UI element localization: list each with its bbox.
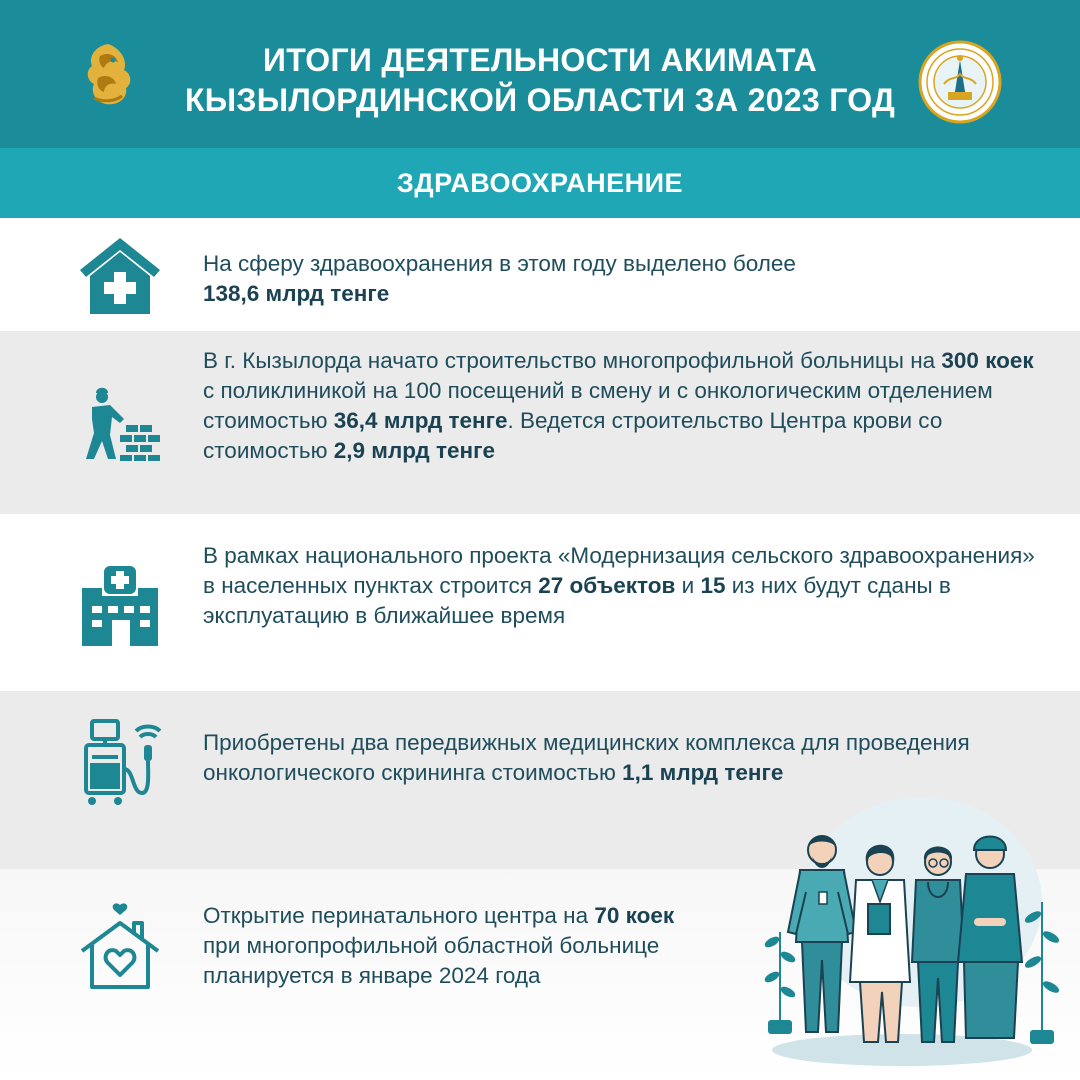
- item-text: Открытие перинатального центра на 70 коек при многопрофильной областной больнице планируется в январе 2024 года: [203, 903, 675, 988]
- title-line-2: КЫЗЫЛОРДИНСКОЙ ОБЛАСТИ ЗА 2023 ГОД: [184, 82, 896, 118]
- section-bar: [0, 148, 1080, 218]
- section-title: ЗДРАВООХРАНЕНИЕ: [396, 168, 684, 198]
- ultrasound-machine-icon: [78, 717, 162, 807]
- construction-worker-icon: [78, 379, 162, 463]
- title-line-1: ИТОГИ ДЕЯТЕЛЬНОСТИ АКИМАТА: [262, 42, 818, 78]
- plant-right-icon: [1025, 902, 1060, 1032]
- item-text: В рамках национального проекта «Модернизация сельского здравоохранения» в населенных пунктах строится 27 объектов и 15 из них будут сданы в эксплуатацию в ближайшее время: [203, 543, 1035, 628]
- region-seal-icon: [918, 40, 1002, 124]
- item-text: На сферу здравоохранения в этом году выделено более 138,6 млрд тенге: [203, 251, 796, 306]
- header-bar: [0, 0, 1080, 148]
- hospital-house-icon: [78, 234, 162, 318]
- item-text: Приобретены два передвижных медицинских комплекса для проведения онкологического скрининга стоимостью 1,1 млрд тенге: [203, 730, 970, 785]
- medical-staff-illustration: [752, 792, 1062, 1072]
- page-title: [170, 40, 910, 120]
- home-heart-icon: [78, 903, 162, 993]
- list-item: [0, 218, 1080, 331]
- clinic-building-icon: [78, 564, 162, 648]
- list-item: [0, 514, 1080, 691]
- list-item: [0, 331, 1080, 514]
- snow-leopard-emblem-icon: [78, 40, 138, 112]
- item-text: В г. Кызылорда начато строительство многопрофильной больницы на 300 коек с поликлиникой на 100 посещений в смену и с онкологическим отделением стоимостью 36,4 млрд тенге. Ведется строительство Центра крови со стоимостью 2,9 млрд тенге: [203, 348, 1034, 463]
- plant-left-icon: [764, 932, 795, 1022]
